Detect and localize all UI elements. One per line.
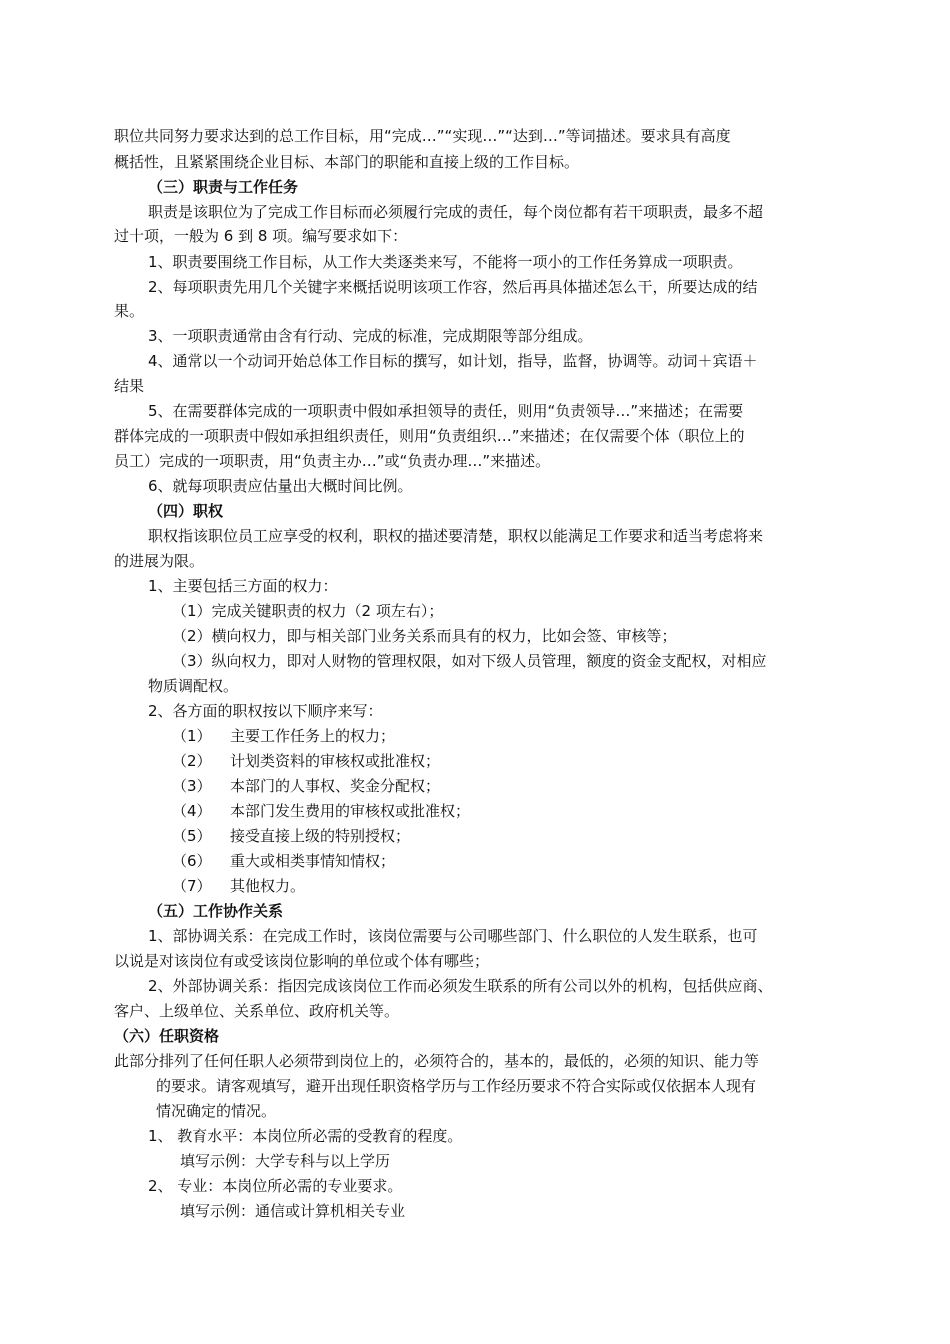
list-item-cont: 结果 [114,377,145,395]
list-item: 1、主要包括三方面的权力： [148,577,338,595]
list-item-cont: 以说是对该岗位有或受该岗位影响的单位或个体有哪些； [114,952,490,970]
body-line: 此部分排列了任何任职人必须带到岗位上的，必须符合的，基本的，最低的，必须的知识、能力等 [114,1052,760,1070]
order-number: （6） [172,852,212,870]
list-item: 5、在需要群体完成的一项职责中假如承担领导的责任，则用“负责领导…”来描述；在需要 [148,402,744,420]
order-number: （3） [172,777,212,795]
order-text: 本部门发生费用的审核权或批准权； [230,802,471,820]
body-line: 的要求。请客观填写，避开出现任职资格学历与工作经历要求不符合实际或仅依据本人现有 [156,1077,757,1095]
list-item: 2、各方面的职权按以下顺序来写： [148,702,383,720]
sub-item-cont: 物质调配权。 [148,677,239,695]
list-item: 2、每项职责先用几个关键字来概括说明该项工作容，然后再具体描述怎么干，所要达成的结 [148,278,758,296]
body-line: 职位共同努力要求达到的总工作目标，用“完成…”“实现…”“达到…”等词描述。要求具有高度 [114,127,731,145]
section-heading-duties: （三）职责与工作任务 [148,178,299,196]
list-item: 1、职责要围绕工作目标，从工作大类逐类来写，不能将一项小的工作任务算成一项职责。 [148,253,743,271]
example-line: 填写示例：通信或计算机相关专业 [180,1202,406,1220]
body-line: 的进展为限。 [114,552,205,570]
order-text: 主要工作任务上的权力； [230,727,396,745]
order-text: 重大或相类事情知情权； [230,852,396,870]
body-line: 过十项，一般为 6 到 8 项。编写要求如下： [114,227,408,245]
body-line: 概括性，且紧紧围绕企业目标、本部门的职能和直接上级的工作目标。 [114,153,580,171]
order-number: （5） [172,827,212,845]
order-item [172,724,395,748]
sub-item: （3）纵向权力，即对人财物的管理权限，如对下级人员管理，额度的资金支配权，对相应 [172,652,767,670]
list-item: 6、就每项职责应估量出大概时间比例。 [148,477,413,495]
list-item-cont: 果。 [114,302,145,320]
list-item: 2、外部协调关系：指因完成该岗位工作而必须发生联系的所有公司以外的机构，包括供应商、 [148,977,773,995]
section-heading-cooperation: （五）工作协作关系 [148,902,284,920]
order-text: 其他权力。 [230,877,306,895]
list-item: 1、 教育水平：本岗位所必需的受教育的程度。 [148,1127,463,1145]
order-item [172,824,410,848]
body-line: 职权指该职位员工应享受的权利，职权的描述要清楚，职权以能满足工作要求和适当考虑将来 [148,527,764,545]
order-item [172,774,440,798]
order-number: （2） [172,752,212,770]
section-heading-authority: （四）职权 [148,502,224,520]
sub-item: （1）完成关键职责的权力（2 项左右）； [172,602,444,620]
order-number: （1） [172,727,212,745]
list-item: 3、一项职责通常由含有行动、完成的标准，完成期限等部分组成。 [148,327,593,345]
order-text: 本部门的人事权、奖金分配权； [230,777,441,795]
list-item-cont: 客户、上级单位、关系单位、政府机关等。 [114,1002,400,1020]
example-line: 填写示例：大学专科与以上学历 [180,1152,391,1170]
list-item-cont: 群体完成的一项职责中假如承担组织责任，则用“负责组织…”来描述；在仅需要个体（职位上的 [114,427,745,445]
section-heading-qualifications: （六）任职资格 [114,1027,220,1045]
order-item [172,799,470,823]
body-line: 职责是该职位为了完成工作目标而必须履行完成的责任，每个岗位都有若干项职责，最多不超 [148,203,764,221]
order-item [172,849,395,873]
body-line: 情况确定的情况。 [156,1102,277,1120]
sub-item: （2）横向权力，即与相关部门业务关系而具有的权力，比如会签、审核等； [172,627,677,645]
order-text: 接受直接上级的特别授权； [230,827,411,845]
list-item: 1、部协调关系：在完成工作时，该岗位需要与公司哪些部门、什么职位的人发生联系，也可 [148,927,758,945]
order-number: （4） [172,802,212,820]
order-number: （7） [172,877,212,895]
order-item [172,749,440,773]
list-item: 2、 专业：本岗位所必需的专业要求。 [148,1177,403,1195]
list-item-cont: 员工）完成的一项职责，用“负责主办…”或“负责办理…”来描述。 [114,452,551,470]
order-item [172,874,305,898]
order-text: 计划类资料的审核权或批准权； [230,752,441,770]
list-item: 4、通常以一个动词开始总体工作目标的撰写，如计划，指导，监督，协调等。动词＋宾语＋ [148,352,758,370]
